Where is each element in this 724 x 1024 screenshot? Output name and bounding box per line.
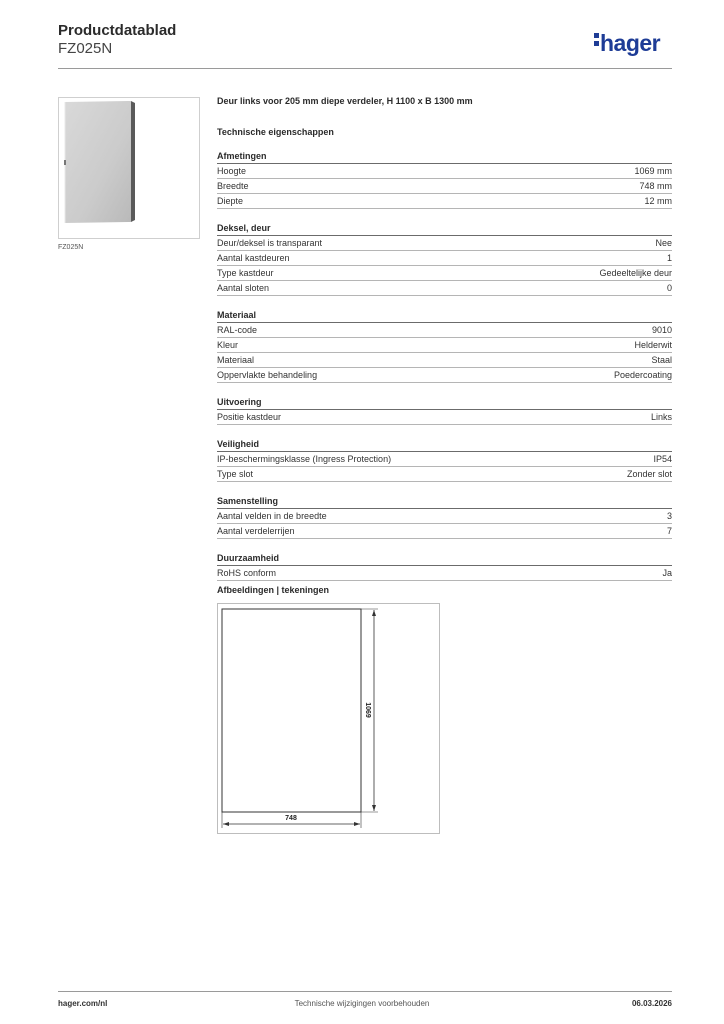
spec-label: IP-beschermingsklasse (Ingress Protection) [217, 454, 392, 464]
spec-section [217, 496, 672, 539]
spec-value: 1 [666, 253, 672, 263]
spec-label: Aantal velden in de breedte [217, 511, 327, 521]
spec-row [217, 236, 672, 251]
footer-website[interactable]: hager.com/nl [58, 999, 108, 1008]
spec-row [217, 524, 672, 539]
spec-row [217, 179, 672, 194]
spec-row [217, 353, 672, 368]
thumbnail-caption: FZ025N [58, 244, 84, 251]
section-title: Veiligheid [217, 439, 672, 452]
spec-label: Diepte [217, 196, 244, 206]
spec-row [217, 410, 672, 425]
spec-label: Type kastdeur [217, 268, 274, 278]
spec-row [217, 194, 672, 209]
spec-label: Oppervlakte behandeling [217, 370, 318, 380]
spec-label: RAL-code [217, 325, 258, 335]
footer-notice: Technische wijzigingen voorbehouden [294, 999, 430, 1008]
spec-value: Gedeeltelijke deur [599, 268, 672, 278]
spec-row [217, 338, 672, 353]
spec-row [217, 452, 672, 467]
product-description: Deur links voor 205 mm diepe verdeler, H 1100 x B 1300 mm [217, 96, 473, 106]
spec-row [217, 368, 672, 383]
dimension-drawing [218, 604, 439, 833]
spec-value: 0 [666, 283, 672, 293]
spec-label: Deur/deksel is transparant [217, 238, 323, 248]
spec-row [217, 467, 672, 482]
spec-value: Ja [662, 568, 672, 578]
section-title: Samenstelling [217, 496, 672, 509]
width-label: 748 [285, 815, 297, 822]
spec-label: Aantal verdelerrijen [217, 526, 295, 536]
spec-row [217, 323, 672, 338]
spec-label: Breedte [217, 181, 249, 191]
spec-section [217, 553, 672, 581]
product-code: FZ025N [58, 40, 113, 57]
spec-value: Poedercoating [613, 370, 672, 380]
section-title: Afmetingen [217, 151, 672, 164]
door-outline [222, 609, 361, 812]
spec-label: RoHS conform [217, 568, 277, 578]
spec-row [217, 266, 672, 281]
spec-section [217, 397, 672, 425]
door-image-icon [59, 98, 199, 238]
specification-content [217, 96, 672, 581]
technical-drawing [217, 603, 440, 834]
product-thumbnail [58, 97, 200, 239]
spec-label: Aantal sloten [217, 283, 270, 293]
height-label: 1069 [364, 702, 371, 718]
spec-section [217, 310, 672, 383]
spec-value: 3 [666, 511, 672, 521]
section-title: Deksel, deur [217, 223, 672, 236]
section-title: Duurzaamheid [217, 553, 672, 566]
section-title: Uitvoering [217, 397, 672, 410]
drawings-title: Afbeeldingen | tekeningen [217, 585, 330, 595]
spec-value: Nee [655, 238, 672, 248]
footer-date: 06.03.2026 [631, 999, 672, 1008]
section-title: Materiaal [217, 310, 672, 323]
spec-row [217, 251, 672, 266]
spec-value: Links [650, 412, 672, 422]
spec-value: IP54 [653, 454, 672, 464]
spec-value: 7 [666, 526, 672, 536]
spec-label: Hoogte [217, 166, 247, 176]
spec-value: Zonder slot [626, 469, 672, 479]
spec-value: 1069 mm [634, 166, 672, 176]
specification-sections [217, 151, 672, 581]
spec-value: 748 mm [639, 181, 672, 191]
spec-label: Type slot [217, 469, 254, 479]
logo-dots-icon [594, 33, 599, 49]
spec-row [217, 566, 672, 581]
logo-text: hager [600, 30, 661, 56]
spec-row [217, 164, 672, 179]
technical-properties-title: Technische eigenschappen [217, 127, 334, 137]
spec-label: Positie kastdeur [217, 412, 282, 422]
document-title: Productdatablad [58, 22, 177, 39]
spec-row [217, 281, 672, 296]
header-divider [58, 68, 672, 69]
spec-label: Kleur [217, 340, 239, 350]
spec-value: Helderwit [634, 340, 672, 350]
spec-value: Staal [651, 355, 672, 365]
spec-value: 12 mm [644, 196, 672, 206]
spec-label: Materiaal [217, 355, 255, 365]
spec-row [217, 509, 672, 524]
spec-section [217, 439, 672, 482]
spec-section [217, 151, 672, 209]
spec-label: Aantal kastdeuren [217, 253, 290, 263]
spec-section [217, 223, 672, 296]
hager-logo [594, 30, 660, 57]
footer-divider [58, 991, 672, 992]
spec-value: 9010 [651, 325, 672, 335]
